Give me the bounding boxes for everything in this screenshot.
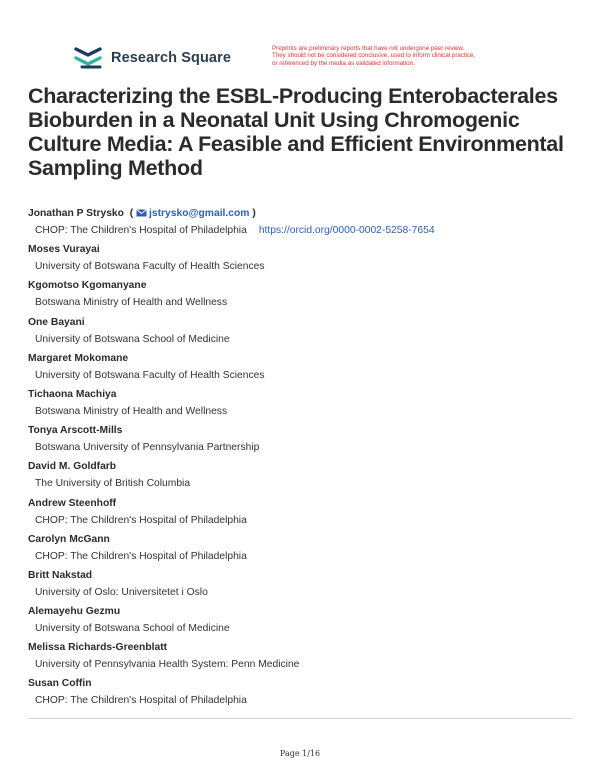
author-affiliation: Botswana Ministry of Health and Wellness (35, 297, 228, 309)
author-name (28, 207, 573, 220)
author-name: Tonya Arscott-Mills (28, 425, 123, 437)
affiliation-text: CHOP: The Children's Hospital of Philadelphia (35, 225, 247, 236)
brand-primary: Research (111, 50, 178, 66)
author-name: Kgomotso Kgomanyane (28, 280, 147, 292)
author-affiliation: CHOP: The Children's Hospital of Philadelphia (35, 695, 247, 707)
author-affiliation: Botswana Ministry of Health and Wellness (35, 405, 228, 417)
author-name: Alemayehu Gezmu (28, 606, 121, 618)
disclaimer-line: Preprints are preliminary reports that have not undergone peer review. (272, 45, 465, 52)
author-email-link[interactable]: jstrysko@gmail.com (148, 208, 250, 219)
page-number: Page 1/16 (279, 749, 321, 758)
author-entry (28, 279, 573, 315)
author-entry (28, 424, 573, 460)
author-list (28, 207, 573, 714)
author-entry (28, 677, 573, 713)
author-entry (28, 533, 573, 569)
author-entry (28, 497, 573, 533)
author-affiliation: University of Botswana Faculty of Health Sciences (35, 369, 265, 381)
author-name: Moses Vurayai (28, 244, 100, 256)
research-square-logo[interactable] (74, 47, 231, 69)
author-entry (28, 569, 573, 605)
author-affiliation: University of Botswana Faculty of Health Sciences (35, 261, 265, 273)
envelope-icon (136, 209, 147, 217)
paper-title: Characterizing the ESBL-Producing Enterobacterales Bioburden in a Neonatal Unit Using Chromogenic Culture Media: A Feasible and Efficient Environmental Sampling Method (28, 84, 564, 180)
author-entry (28, 605, 573, 641)
author-entry (28, 316, 573, 352)
author-affiliation: University of Botswana School of Medicine (35, 333, 230, 345)
author-affiliation: University of Pennsylvania Health System: Penn Medicine (35, 659, 300, 671)
preprint-disclaimer (272, 45, 542, 67)
author-affiliation: Botswana University of Pennsylvania Partnership (35, 442, 260, 454)
brand-name (111, 50, 231, 66)
author-entry (28, 388, 573, 424)
author-entry (28, 352, 573, 388)
corresponding-author-name: Jonathan P Strysko (28, 208, 124, 219)
author-name: Margaret Mokomane (28, 352, 129, 364)
author-name: Susan Coffin (28, 678, 92, 690)
email-wrapper: ( jstrysko@gmail.com ) (126, 208, 256, 219)
footer-divider (28, 718, 573, 719)
author-name: Andrew Steenhoff (28, 497, 117, 509)
research-square-chevrons-icon (74, 47, 104, 69)
author-name: Melissa Richards-Greenblatt (28, 642, 168, 654)
brand-secondary: Square (181, 50, 231, 66)
author-name: David M. Goldfarb (28, 461, 117, 473)
author-affiliation: CHOP: The Children's Hospital of Philadelphia (35, 550, 247, 562)
author-affiliation: The University of British Columbia (35, 478, 191, 490)
author-entry-corresponding (28, 207, 573, 243)
author-affiliation (35, 224, 573, 237)
disclaimer-line: or referenced by the media as validated information. (272, 59, 415, 67)
author-affiliation: University of Oslo: Universitetet i Oslo (35, 586, 208, 598)
author-name: One Bayani (28, 316, 85, 328)
author-name: Tichaona Machiya (28, 388, 117, 400)
orcid-link[interactable]: https://orcid.org/0000-0002-5258-7654 (258, 225, 435, 236)
author-entry (28, 243, 573, 279)
author-affiliation: CHOP: The Children's Hospital of Philadelphia (35, 514, 247, 526)
author-name: Carolyn McGann (28, 533, 110, 545)
author-entry (28, 641, 573, 677)
author-entry (28, 460, 573, 496)
author-name: Britt Nakstad (28, 569, 93, 581)
author-affiliation: University of Botswana School of Medicine (35, 623, 230, 635)
disclaimer-line: They should not be considered conclusive, used to inform clinical practice, (272, 52, 476, 60)
